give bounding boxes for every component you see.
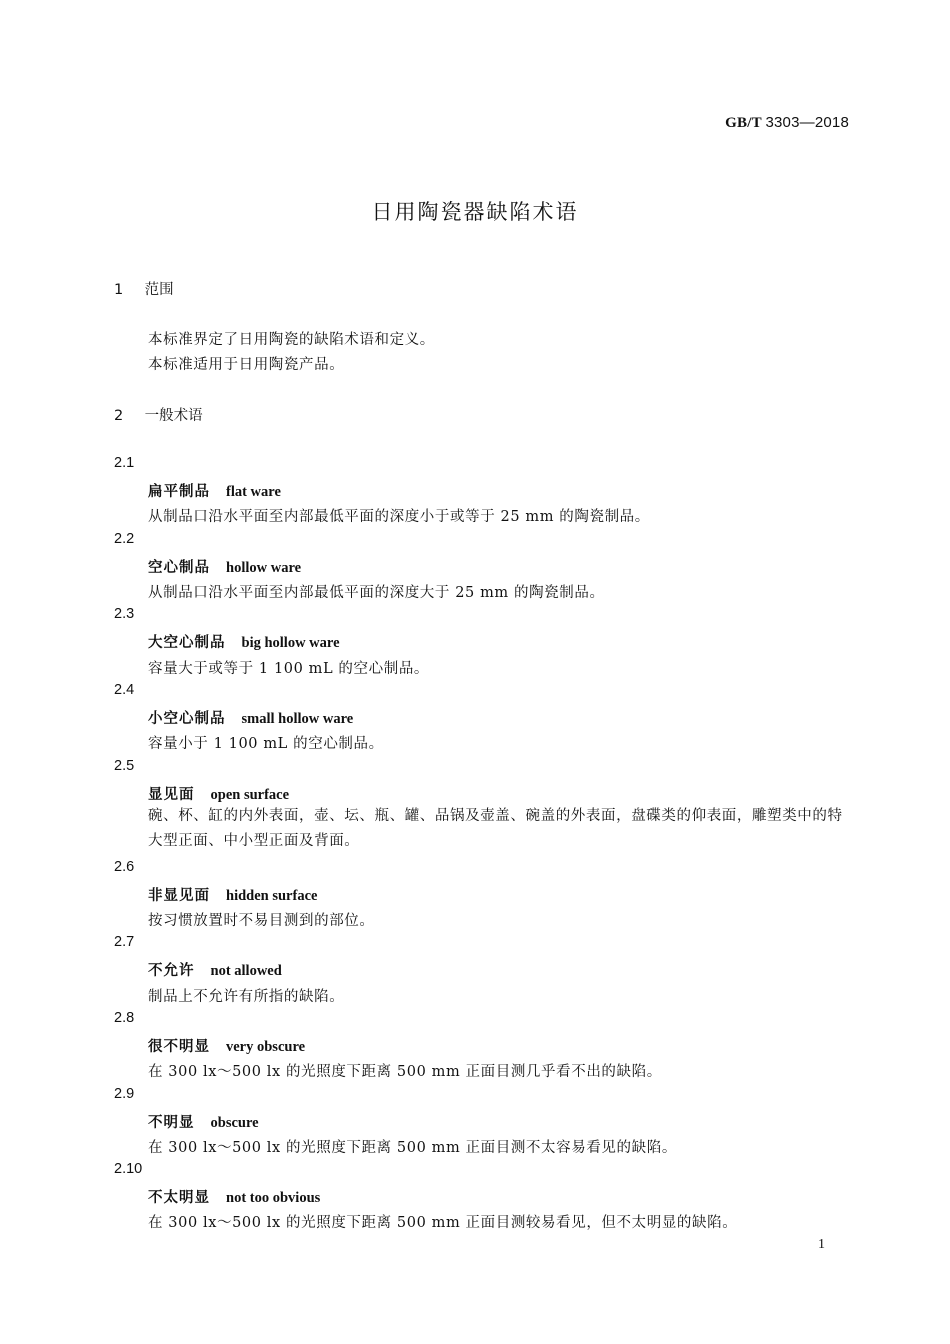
term-english: flat ware	[226, 484, 281, 500]
term-number: 2.8	[114, 1010, 135, 1026]
term-heading	[148, 1186, 320, 1207]
section-title: 范围	[144, 282, 174, 298]
term-number: 2.6	[114, 859, 135, 875]
term-heading	[148, 556, 301, 577]
term-definition: 按习惯放置时不易目测到的部位。	[148, 913, 375, 929]
term-chinese: 不允许	[148, 963, 195, 979]
term-heading	[148, 884, 317, 905]
term-chinese: 显见面	[148, 787, 195, 803]
standard-prefix: GB/T	[725, 115, 762, 131]
term-chinese: 不明显	[148, 1115, 195, 1131]
term-number: 2.3	[114, 606, 135, 622]
page-number: 1	[818, 1237, 825, 1252]
standard-number	[725, 114, 849, 132]
term-chinese: 大空心制品	[148, 635, 226, 651]
term-english: big hollow ware	[241, 635, 340, 651]
term-heading	[148, 707, 353, 728]
term-definition: 在 300 lx～500 lx 的光照度下距离 500 mm 正面目测较易看见，但不太明显的缺陷。	[148, 1215, 738, 1231]
term-english: not allowed	[210, 963, 282, 979]
term-heading	[148, 1035, 305, 1056]
term-heading	[148, 1111, 259, 1132]
term-english: small hollow ware	[241, 711, 354, 727]
section-number: 1	[114, 282, 124, 298]
document-title: 日用陶瓷器缺陷术语	[371, 200, 579, 224]
term-heading	[148, 783, 289, 804]
term-definition: 在 300 lx～500 lx 的光照度下距离 500 mm 正面目测不太容易看见的缺陷。	[148, 1140, 677, 1156]
term-chinese: 扁平制品	[148, 484, 210, 500]
term-definition: 从制品口沿水平面至内部最低平面的深度大于 25 mm 的陶瓷制品。	[148, 585, 605, 601]
term-definition: 从制品口沿水平面至内部最低平面的深度小于或等于 25 mm 的陶瓷制品。	[148, 509, 650, 525]
term-chinese: 空心制品	[148, 560, 210, 576]
term-english: obscure	[210, 1115, 259, 1131]
term-english: hollow ware	[226, 560, 302, 576]
term-number: 2.9	[114, 1086, 135, 1102]
term-english: open surface	[210, 787, 290, 803]
term-number: 2.7	[114, 934, 135, 950]
term-definition: 容量大于或等于 1 100 mL 的空心制品。	[148, 661, 430, 677]
scope-paragraph-2: 本标准适用于日用陶瓷产品。	[148, 357, 345, 373]
term-chinese: 非显见面	[148, 888, 210, 904]
term-definition: 在 300 lx～500 lx 的光照度下距离 500 mm 正面目测几乎看不出的缺陷。	[148, 1064, 662, 1080]
term-definition	[115, 804, 853, 854]
term-chinese: 不太明显	[148, 1190, 210, 1206]
term-number: 2.1	[114, 455, 135, 471]
term-english: not too obvious	[226, 1190, 321, 1206]
term-chinese: 小空心制品	[148, 711, 226, 727]
term-heading	[148, 631, 340, 652]
scope-paragraph-1: 本标准界定了日用陶瓷的缺陷术语和定义。	[148, 332, 435, 348]
section-heading-general	[114, 404, 203, 425]
term-chinese: 很不明显	[148, 1039, 210, 1055]
term-english: hidden surface	[226, 888, 318, 904]
term-heading	[148, 480, 281, 501]
section-heading-scope	[114, 278, 174, 299]
standard-code: 3303—2018	[765, 114, 849, 131]
section-title: 一般术语	[144, 408, 203, 424]
term-number: 2.5	[114, 758, 135, 774]
section-number: 2	[114, 408, 124, 424]
term-number: 2.4	[114, 682, 135, 698]
term-number: 2.10	[114, 1161, 143, 1177]
term-english: very obscure	[226, 1039, 306, 1055]
term-number: 2.2	[114, 531, 135, 547]
term-heading	[148, 959, 282, 980]
term-definition: 容量小于 1 100 mL 的空心制品。	[148, 736, 384, 752]
term-definition-text: 碗、杯、缸的内外表面，壶、坛、瓶、罐、品锅及壶盖、碗盖的外表面，盘碟类的仰表面，雕塑类中的特大型正面、中小型正面及背面。	[148, 808, 843, 849]
term-definition: 制品上不允许有所指的缺陷。	[148, 989, 345, 1005]
